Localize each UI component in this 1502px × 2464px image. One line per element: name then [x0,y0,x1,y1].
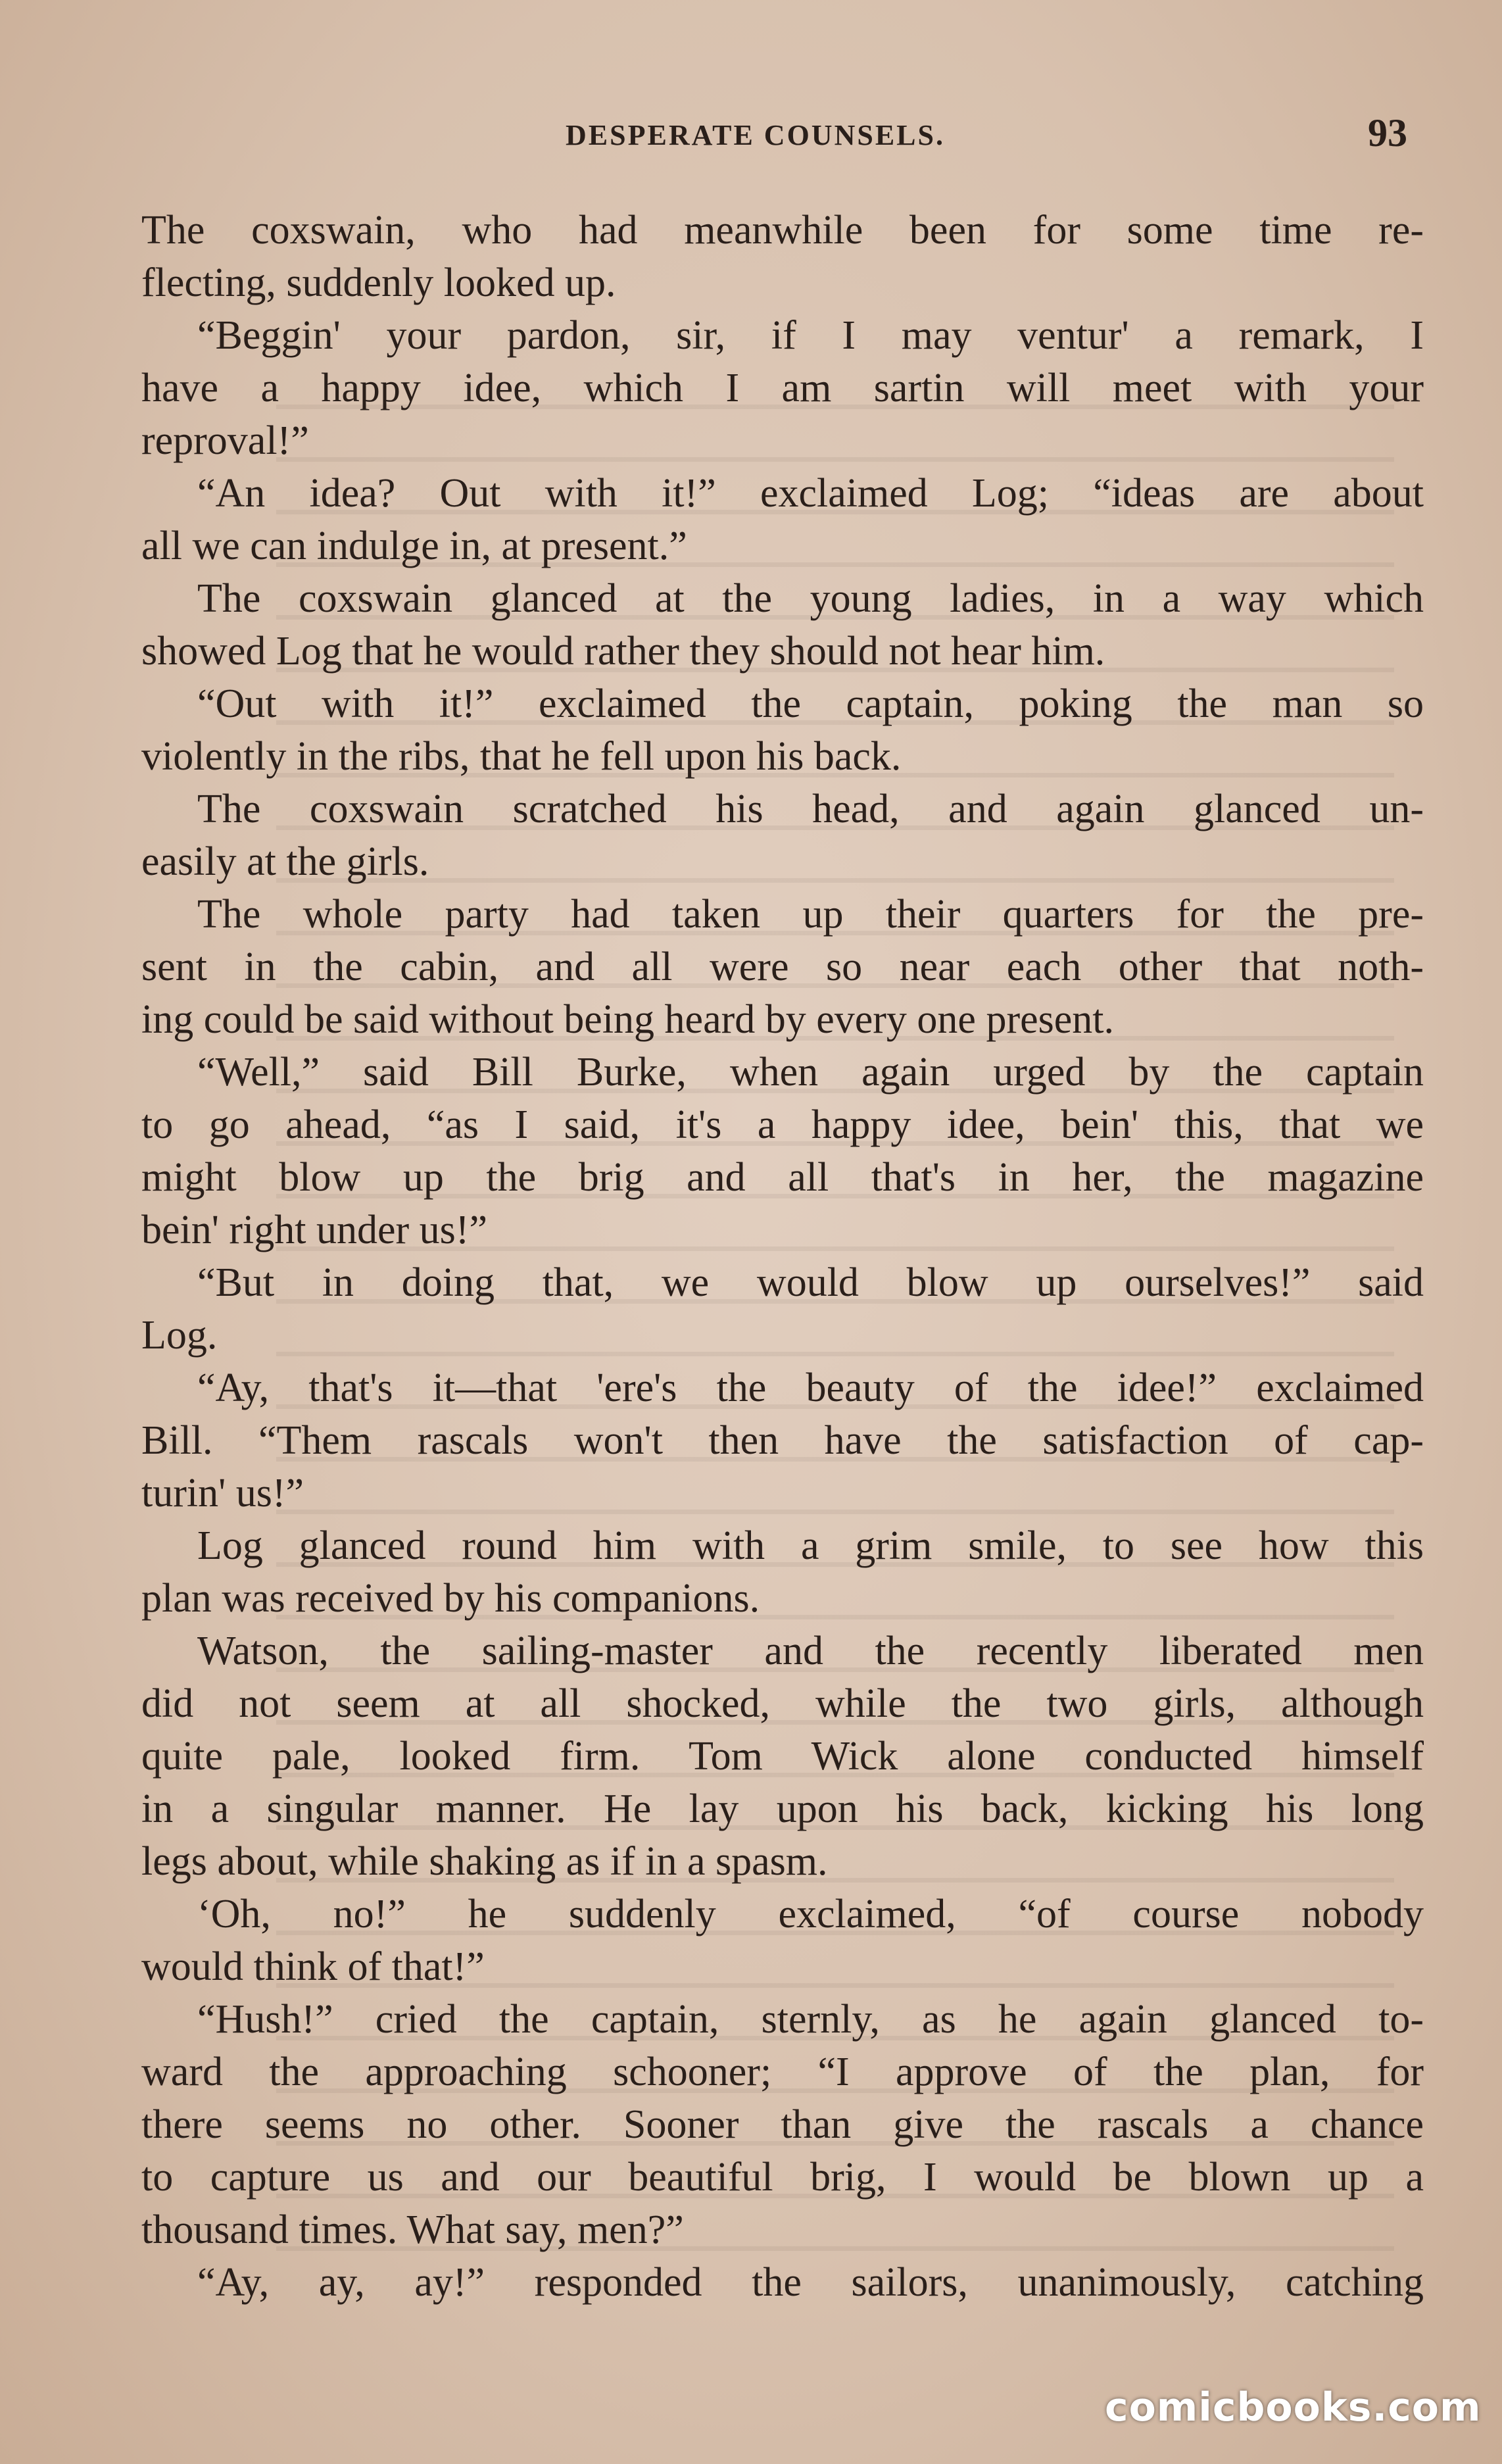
text-line: there seems no other. Sooner than give the rascals a chance [141,2102,1424,2147]
text-line: Log glanced round him with a grim smile, to see how this [197,1523,1424,1568]
text-line: Log. [141,1313,218,1358]
text-line: plan was received by his companions. [141,1576,760,1621]
text-line: ing could be said without being heard by every one present. [141,997,1114,1042]
text-line: legs about, while shaking as if in a spasm. [141,1839,828,1884]
text-line: The coxswain, who had meanwhile been for some time re- [141,208,1424,253]
text-line: ward the approaching schooner; “I approve of the plan, for [141,2050,1424,2094]
text-line: would think of that!” [141,1944,485,1989]
page-number: 93 [1368,111,1407,155]
text-line: The whole party had taken up their quarters for the pre- [197,892,1424,937]
text-line: reproval!” [141,418,309,463]
text-line: “Well,” said Bill Burke, when again urged by the captain [197,1050,1424,1095]
text-line: to go ahead, “as I said, it's a happy idee, bein' this, that we [141,1102,1424,1147]
text-line: “Hush!” cried the captain, sternly, as he again glanced to- [197,1997,1424,2042]
text-line: all we can indulge in, at present.” [141,524,687,568]
text-line: “But in doing that, we would blow up ourselves!” said [197,1260,1424,1305]
page-header [0,105,1502,164]
text-body [141,204,1424,2309]
text-line: in a singular manner. He lay upon his back, kicking his long [141,1786,1424,1831]
text-line: ‘Oh, no!” he suddenly exclaimed, “of course nobody [197,1892,1424,1936]
text-line: quite pale, looked firm. Tom Wick alone conducted himself [141,1734,1424,1779]
text-line: The coxswain scratched his head, and again glanced un- [197,787,1424,831]
text-line: The coxswain glanced at the young ladies, in a way which [197,576,1424,621]
text-line: turin' us!” [141,1471,304,1515]
text-line: “Beggin' your pardon, sir, if I may ventur' a remark, I [197,313,1424,358]
text-line: thousand times. What say, men?” [141,2207,684,2252]
text-line: to capture us and our beautiful brig, I would be blown up a [141,2155,1424,2200]
text-line: might blow up the brig and all that's in her, the magazine [141,1155,1424,1200]
text-line: Watson, the sailing-master and the recently liberated men [197,1629,1424,1673]
text-line: “An idea? Out with it!” exclaimed Log; “ideas are about [197,471,1424,516]
text-line: bein' right under us!” [141,1208,487,1252]
text-line: sent in the cabin, and all were so near each other that noth- [141,945,1424,989]
watermark-text: comicbooks.com [1105,2384,1482,2430]
text-line: “Ay, ay, ay!” responded the sailors, unanimously, catching [197,2260,1424,2305]
text-line: “Ay, that's it—that 'ere's the beauty of the idee!” exclaimed [197,1366,1424,1410]
text-line: have a happy idee, which I am sartin will meet with your [141,366,1424,410]
text-line: did not seem at all shocked, while the two girls, although [141,1681,1424,1726]
text-line: easily at the girls. [141,839,429,884]
text-line: showed Log that he would rather they should not hear him. [141,629,1105,674]
text-line: Bill. “Them rascals won't then have the satisfaction of cap- [141,1418,1424,1463]
text-line: flecting, suddenly looked up. [141,260,616,305]
running-head: DESPERATE COUNSELS. [566,119,945,151]
text-line: violently in the ribs, that he fell upon his back. [141,734,902,779]
text-line: “Out with it!” exclaimed the captain, poking the man so [197,681,1424,726]
